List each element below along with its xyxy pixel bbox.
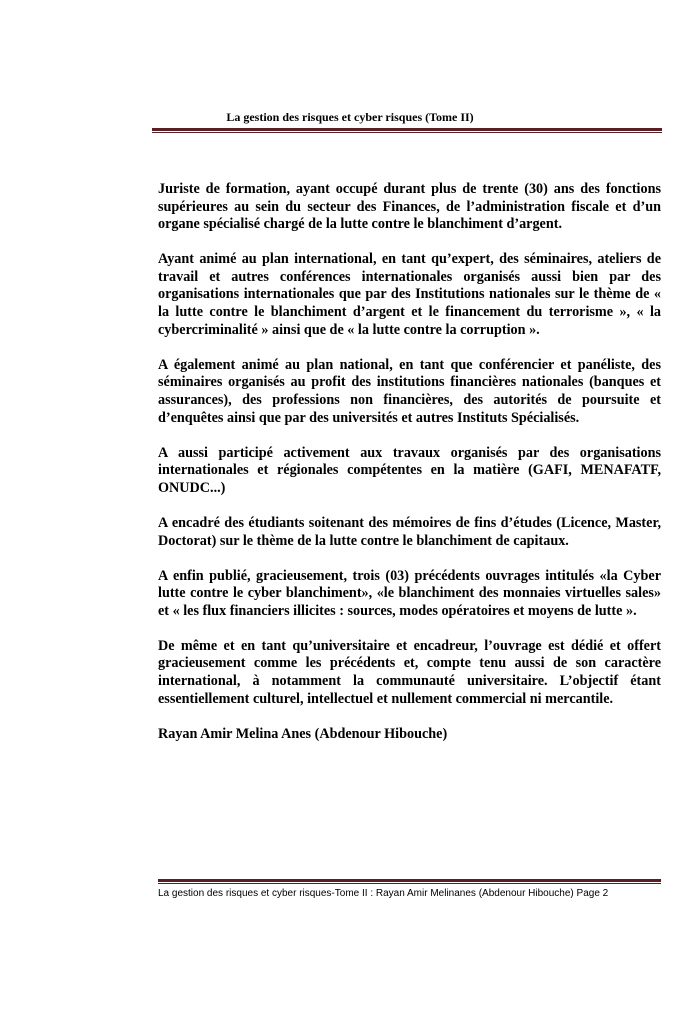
header-divider: [152, 128, 662, 133]
footer-divider-thick: [158, 879, 661, 882]
page-body: [158, 181, 661, 761]
header-divider-thin: [152, 132, 662, 133]
running-header-title: La gestion des risques et cyber risques (Tome II): [226, 110, 474, 124]
paragraph-international: Ayant animé au plan international, en tant qu’expert, des séminaires, ateliers de travail et autres conférences internationales organisés aussi bien par des organisations internationales que par des Institutions nationales sur le thème de « la lutte contre le blanchiment d’argent et le financement du terrorisme », « la cybercriminalité » ainsi que de « la lutte contre la corruption ».: [158, 251, 661, 338]
footer-divider-thin: [158, 883, 661, 884]
paragraph-publications: A enfin publié, gracieusement, trois (03) précédents ouvrages intitulés «la Cyber lutte contre le cyber blanchiment», «le blanchiment des monnaies virtuelles sales» et « les flux financiers illicites : sources, modes opératoires et moyens de lutte ».: [158, 567, 661, 619]
paragraph-career: Juriste de formation, ayant occupé durant plus de trente (30) ans des fonctions supérieures au sein du secteur des Finances, de l’administration fiscale et d’un organe spécialisé chargé de la lutte contre le blanchiment d’argent.: [158, 181, 661, 233]
paragraph-participation: A aussi participé activement aux travaux organisés par des organisations internationales et régionales compétentes en la matière (GAFI, MENAFATF, ONUDC...): [158, 444, 661, 496]
running-footer: La gestion des risques et cyber risques-Tome II : Rayan Amir Melinanes (Abdenour Hibouche) Page 2: [158, 888, 609, 899]
paragraph-dedication: De même et en tant qu’universitaire et encadreur, l’ouvrage est dédié et offert gracieusement comme les précédents et, compte tenu aussi de son caractère international, à notamment la communauté universitaire. L’objectif étant essentiellement culturel, intellectuel et nullement commercial ni mercantile.: [158, 637, 661, 707]
author-signature: Rayan Amir Melina Anes (Abdenour Hibouche): [158, 725, 448, 742]
footer-divider: [158, 879, 661, 884]
paragraph-supervision: A encadré des étudiants soitenant des mémoires de fins d’études (Licence, Master, Doctorat) sur le thème de la lutte contre le blanchiment de capitaux.: [158, 514, 661, 549]
paragraph-national: A également animé au plan national, en tant que conférencier et panéliste, des séminaires organisés au profit des institutions financières nationales (banques et assurances), des professions non financières, des autorités de poursuite et d’enquêtes ainsi que par des universités et autres Instituts Spécialisés.: [158, 356, 661, 426]
header-divider-thick: [152, 128, 662, 131]
